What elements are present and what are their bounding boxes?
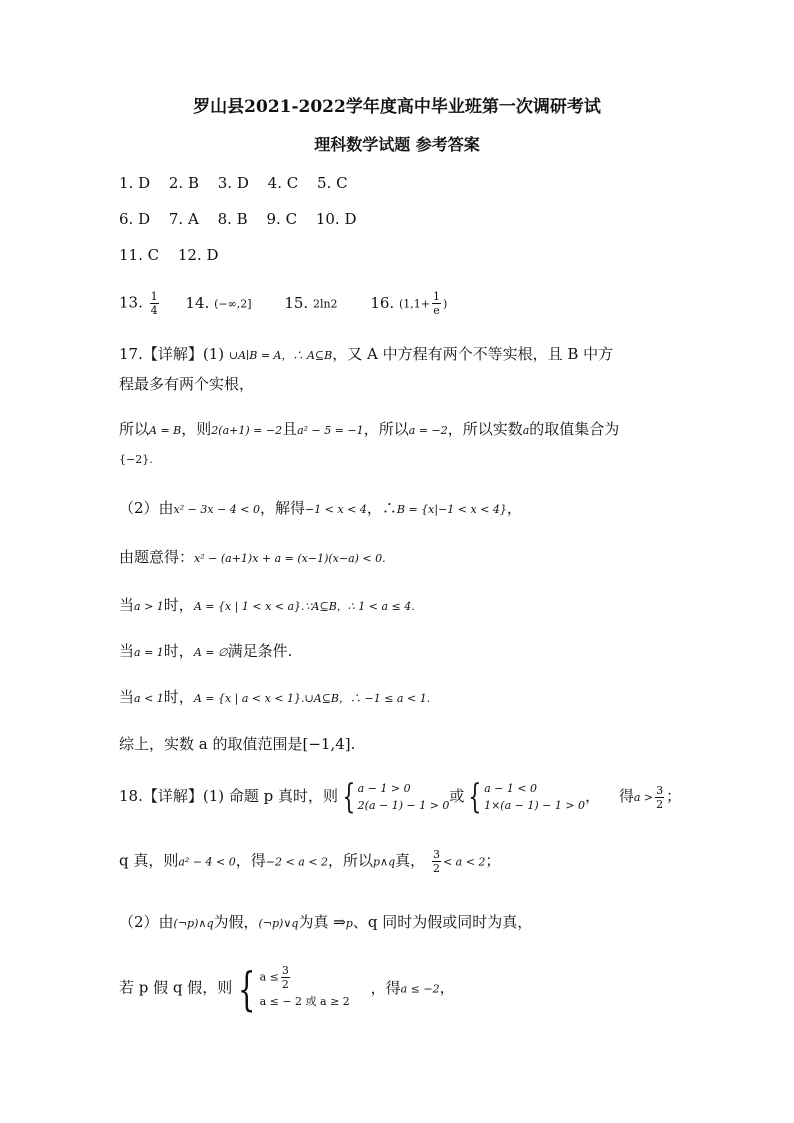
text-run: ，得 [370,978,401,997]
answer-item: 2. B [168,174,199,192]
q17-line-2: 程最多有两个实根， [119,375,255,393]
left-brace-icon: { [468,777,482,817]
numerator: 3 [432,848,440,861]
fill-in-answers-row [119,290,447,317]
math-expr: a = −2 [408,424,448,437]
answer-item: 6. D [119,210,151,228]
text-run: ，又 A 中方程有两个不等实根，且 B 中方 [332,345,614,363]
q17-line-4 [119,449,153,467]
math-expr: a = 1 [134,646,164,659]
system-row [260,964,350,991]
denominator: 2 [432,862,440,875]
math-expr: 1×(a − 1) − 1 > 0 [484,799,586,812]
text-run: 为真 ⇒ [298,913,346,931]
left-brace-icon: { [342,777,356,817]
choice-answers-row-1 [119,174,362,192]
text-run: 满足条件. [227,642,293,660]
q14-label: 14. [185,293,210,312]
text-run: ； [666,787,682,805]
answer-item: 4. C [267,174,299,192]
q17-line-1 [119,343,613,364]
math-expr: (¬p)∨q [258,917,299,930]
q14-value: (−∞,2] [214,297,252,311]
text-run: ，解得 [260,499,306,517]
math-expr: {−2}. [119,453,153,466]
text-run: ，所以 [327,851,373,870]
q17-line-5 [119,497,522,518]
text-run: 得 [618,787,634,805]
text-run: 时， [163,596,194,614]
answer-item: 5. C [317,174,348,192]
q16-suffix: ) [443,297,448,311]
text-run: 且 [282,420,298,438]
math-expr: A = {x | 1 < x < a}.∵A⊆B，∴ 1 < a ≤ 4. [193,600,415,613]
q13-numerator: 1 [150,290,158,303]
fraction [655,784,664,811]
math-expr: a > 1 [134,600,164,613]
text-run: ，得 [235,851,266,870]
math-expr: (¬p)∧q [173,917,214,930]
math-expr: a ≤ − 2 或 a ≥ 2 [259,995,350,1008]
text-run: ，所以 [363,420,409,438]
answer-item: 7. A [168,210,199,228]
q18-heading: 18.【详解】(1) 命题 p 真时，则 [119,787,339,805]
text-run: ； [485,851,501,870]
text-run: 若 p 假 q 假，则 [119,978,233,997]
q18-line-4 [119,961,455,1016]
math-expr: 2(a+1) = −2 [211,424,283,437]
math-expr: a ≤ [259,970,279,984]
text-run: 所以 [119,420,150,438]
text-run: 时， [163,642,194,660]
numerator: 3 [656,783,664,797]
answer-item: 1. D [119,174,151,192]
math-expr: a > [633,791,654,804]
text-run: 的取值集合为 [529,420,620,438]
text-run: 当 [119,596,135,614]
q17-line-8 [119,640,292,661]
text-run: ， [439,978,455,997]
fraction [432,848,441,875]
answer-key-subtitle: 理科数学试题 参考答案 [314,135,480,154]
q13-fraction [150,290,159,317]
q18-line-2 [119,848,500,875]
math-expr: −1 < x < 4 [305,503,367,516]
text-run: （2）由 [119,499,174,517]
math-expr: a < 1 [134,692,164,705]
text-run: 由题意得： [119,548,195,566]
math-expr: A = ∅ [193,646,228,659]
text-run: ， [585,787,601,805]
answer-item: 12. D [177,246,219,264]
text-run: ，所以实数 [447,420,523,438]
system-of-inequalities [260,964,350,1013]
math-expr: A = B [149,424,182,437]
q17-line-3 [119,418,619,439]
q17-line-10 [119,733,355,754]
text-run: 时， [163,688,194,706]
math-expr: −2 < a < 2 [265,855,328,869]
answer-item: 11. C [119,246,160,264]
math-expr: 2(a − 1) − 1 > 0 [357,799,450,812]
answer-item: 3. D [217,174,249,192]
q13-label: 13. [119,293,143,312]
math-expr: a² − 4 < 0 [178,855,236,869]
q16-numerator: 1 [433,290,440,303]
math-expr: a ≤ −2 [400,982,440,996]
q17-line-9 [119,686,430,707]
q18-line-3 [119,911,532,932]
fraction [281,964,290,991]
math-expr: ∪A∣B = A，∴ A⊆B [228,349,333,362]
numerator: 3 [281,964,289,977]
q16-label: 16. [370,293,395,312]
q15-value: 2ln2 [312,297,338,311]
text-run: 当 [119,688,135,706]
system-of-inequalities [358,780,450,814]
q15-label: 15. [284,293,309,312]
text-run: 真， [395,851,426,870]
text-run: 综上，实数 a 的取值范围是 [119,735,303,753]
q16-fraction [432,290,441,317]
answer-item: 10. D [315,210,357,228]
text-run: 或 [449,787,465,805]
math-expr: a − 1 < 0 [484,782,538,795]
math-expr: A = {x | a < x < 1}.∪A⊆B，∴ −1 ≤ a < 1. [193,692,431,705]
left-brace-icon: { [238,961,256,1016]
q16-prefix: (1,1+ [398,297,430,311]
math-expr: x² − (a+1)x + a = (x−1)(x−a) < 0. [194,552,386,565]
text-run: 当 [119,642,135,660]
math-expr: a − 1 > 0 [357,782,411,795]
denominator: 2 [656,797,664,811]
text-run: （2）由 [119,913,174,931]
q17-line-6 [119,546,386,567]
answer-item: 8. B [217,210,248,228]
text-run: q 真，则 [119,851,179,870]
math-expr: B = {x|−1 < x < 4} [396,503,507,516]
math-expr: p [345,917,353,930]
math-expr: < a < 2 [442,855,486,869]
math-expr: [−1,4]. [302,735,356,753]
answer-item: 9. C [266,210,298,228]
q16-denominator: e [433,304,440,317]
choice-answers-row-3 [119,246,233,264]
q13-denominator: 4 [150,304,158,317]
text-run: ， [506,499,522,517]
text-run: ，∴ [366,499,397,517]
math-expr: a [522,424,530,437]
system-of-inequalities [484,780,585,814]
q17-heading: 17.【详解】(1) [119,345,225,363]
text-run: 为假， [213,913,259,931]
text-run: ，则 [181,420,212,438]
math-expr: a² − 5 = −1 [297,424,364,437]
q18-line-1 [119,777,682,817]
math-expr: x² − 3x − 4 < 0 [173,503,260,516]
q17-line-7 [119,594,415,615]
text-run: 、q 同时为假或同时为真， [352,913,533,931]
math-expr: p∧q [373,855,396,869]
exam-title: 罗山县2021-2022学年度高中毕业班第一次调研考试 [193,97,601,117]
denominator: 2 [281,978,289,991]
choice-answers-row-2 [119,210,370,228]
